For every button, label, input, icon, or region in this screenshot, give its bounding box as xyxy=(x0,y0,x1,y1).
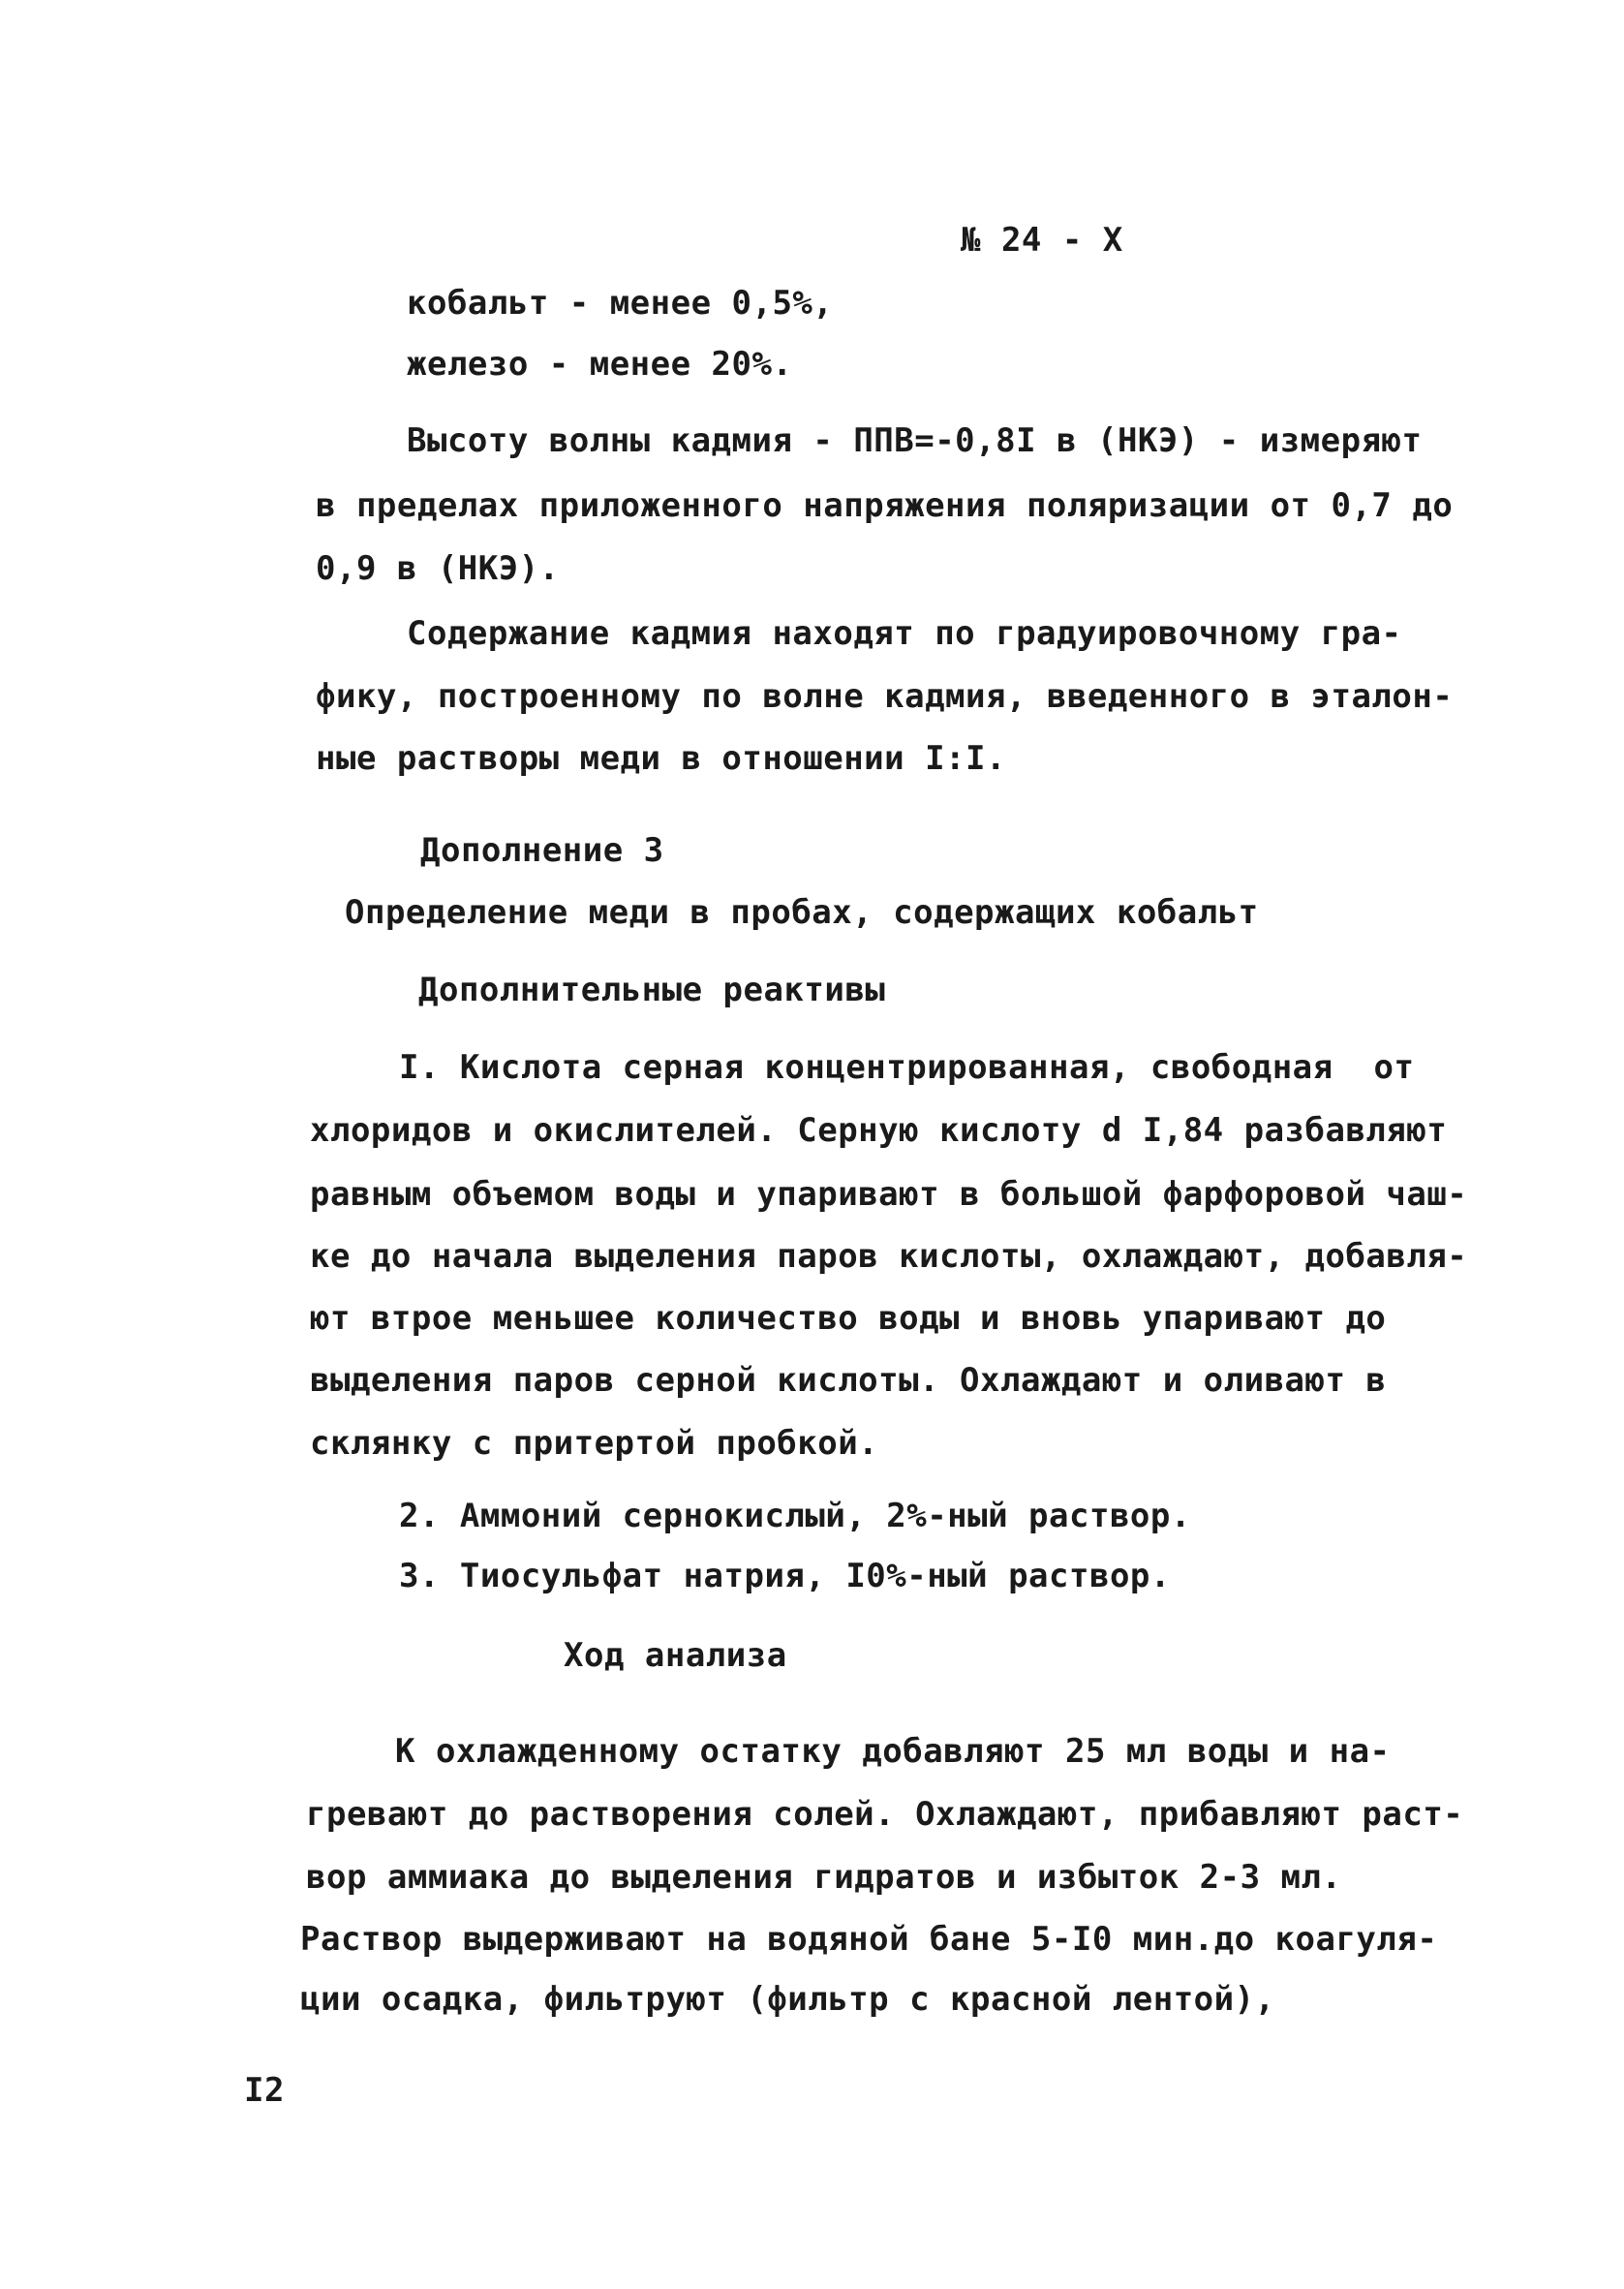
text-line: равным объемом воды и упаривают в большой фарфоровой чаш- xyxy=(310,1175,1468,1214)
text-line: 0,9 в (НКЭ). xyxy=(316,549,560,588)
text-line: железо - менее 20%. xyxy=(407,345,793,384)
text-line: I. Кислота серная концентрированная, свободная от xyxy=(399,1048,1415,1087)
text-line: гревают до растворения солей. Охлаждают, прибавляют раст- xyxy=(306,1795,1464,1834)
text-line: в пределах приложенного напряжения поляризации от 0,7 до xyxy=(316,486,1454,525)
text-line: кобальт - менее 0,5%, xyxy=(407,284,834,323)
text-line: фику, построенному по волне кадмия, введенного в эталон- xyxy=(316,677,1454,716)
text-line: вор аммиака до выделения гидратов и избыток 2-3 мл. xyxy=(306,1858,1342,1897)
document-number: № 24 - X xyxy=(961,221,1123,260)
text-line: хлоридов и окислителей. Серную кислоту d I,84 разбавляют xyxy=(310,1111,1448,1150)
text-line: 2. Аммоний сернокислый, 2%-ный раствор. xyxy=(399,1497,1191,1535)
page-number: I2 xyxy=(244,2071,285,2110)
appendix-subtitle: Определение меди в пробах, содержащих кобальт xyxy=(345,893,1259,932)
text-line: Содержание кадмия находят по градуировочному гра- xyxy=(407,614,1402,653)
text-line: выделения паров серной кислоты. Охлаждают и оливают в xyxy=(310,1361,1387,1400)
text-line: ют втрое меньшее количество воды и вновь упаривают до xyxy=(310,1299,1387,1338)
text-line: склянку с притертой пробкой. xyxy=(310,1424,879,1463)
text-line: К охлажденному остатку добавляют 25 мл воды и на- xyxy=(395,1732,1391,1771)
text-line: 3. Тиосульфат натрия, I0%-ный раствор. xyxy=(399,1557,1171,1595)
text-line: ные растворы меди в отношении I:I. xyxy=(316,739,1006,778)
text-line: ции осадка, фильтруют (фильтр с красной лентой), xyxy=(300,1980,1275,2019)
reagents-heading: Дополнительные реактивы xyxy=(418,971,886,1009)
appendix-title: Дополнение 3 xyxy=(420,831,664,870)
text-line: Высоту волны кадмия - ППВ=-0,8I в (НКЭ) - измеряют xyxy=(407,421,1423,460)
text-line: Раствор выдерживают на водяной бане 5-I0 мин.до коагуля- xyxy=(300,1920,1438,1959)
analysis-heading: Ход анализа xyxy=(564,1636,787,1675)
text-line: ке до начала выделения паров кислоты, охлаждают, добавля- xyxy=(310,1237,1468,1276)
